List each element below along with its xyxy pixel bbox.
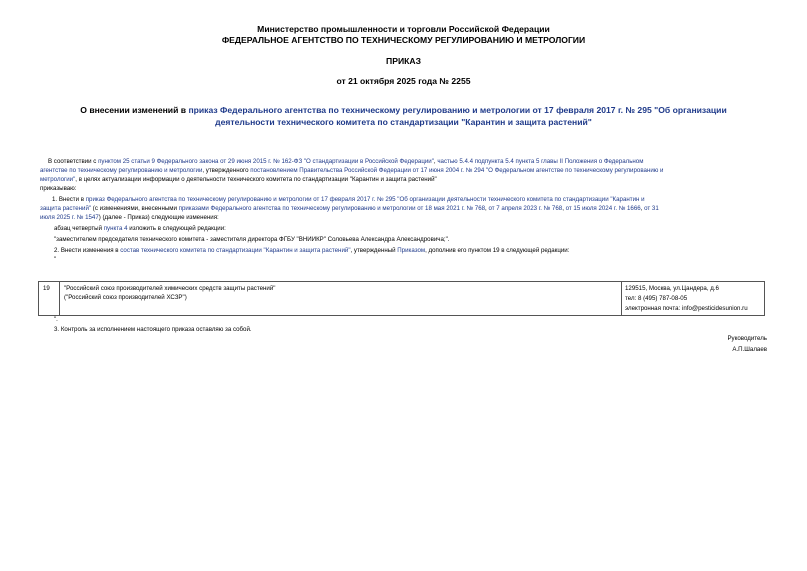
item-1-line-1 — [52, 196, 645, 205]
text: абзац четвертый — [54, 225, 104, 232]
title-order-link[interactable]: приказ Федерального агентства по техническому регулированию и метрологии от 17 февраля 2017 г. № 295 "Об организации — [188, 105, 727, 115]
title-order-link-continued[interactable]: деятельности технического комитета по стандартизации "Карантин и защита растений" — [215, 116, 592, 127]
order-295-link[interactable]: приказ Федерального агентства по техническому регулированию и метрологии от 17 февраля 2017 г. № 295 "Об организации деятельности технического комитета по стандартизации "Карантин и — [85, 196, 645, 203]
table-divider — [621, 282, 622, 315]
item-2-line — [54, 247, 569, 256]
text: , — [562, 205, 566, 212]
text: , в целях актуализации информации о деятельности технического комитета по стандартизации "Карантин и защита растений" — [75, 176, 437, 183]
government-decree-link[interactable]: постановлением Правительства Российской Федерации от 17 июня 2004 г. № 294 "О Федеральном агентстве по техническому регулированию и — [250, 167, 664, 174]
item-1-line-3 — [40, 214, 219, 223]
item-3-control: 3. Контроль за исполнением настоящего приказа оставляю за собой. — [54, 326, 252, 333]
table-divider — [59, 282, 60, 315]
order-295-link-continued[interactable]: защита растений" — [40, 205, 92, 212]
agency-regulation-link[interactable]: агентстве по техническому регулированию и метрологии — [40, 167, 203, 174]
amending-orders-link[interactable]: приказами Федерального агентства по техническому регулированию и метрологии от 18 мая 2021 г. № 768 — [178, 205, 486, 212]
preamble-line-2 — [40, 167, 664, 176]
text: ) (далее - Приказ) следующие изменения: — [98, 214, 219, 221]
organization-email: электронная почта: info@pesticidesunion.ru — [625, 305, 748, 312]
text: 2. Внести изменения в — [54, 247, 121, 254]
document-date-number: от 21 октября 2025 года № 2255 — [336, 76, 471, 86]
organization-short-name: ("Российский союз производителей ХСЗР") — [64, 294, 187, 301]
text: изложить в следующей редакции: — [127, 225, 226, 232]
point-4-link[interactable]: пункта 4 — [103, 225, 128, 232]
text: , дополнив его пунктом 19 в следующей редакции: — [425, 247, 570, 254]
text: В соответствии с — [48, 158, 99, 165]
document-title — [40, 105, 767, 128]
row-number: 19 — [43, 285, 50, 292]
text: 1. Внести в — [52, 196, 86, 203]
text: (с изменениями, внесенными — [91, 205, 179, 212]
signatory-position: Руководитель — [727, 335, 767, 342]
item-1-new-wording: "заместителем председателя технического комитета - заместителя директора ФГБУ "ВНИИКР" Соловьева Александра Александровича;". — [54, 236, 450, 243]
agency-name: ФЕДЕРАЛЬНОЕ АГЕНТСТВО ПО ТЕХНИЧЕСКОМУ РЕГУЛИРОВАНИЮ И МЕТРОЛОГИИ — [221, 35, 586, 45]
title-prefix: О внесении изменений в — [80, 105, 189, 115]
order-2025-link-continued[interactable]: июля 2025 г. № 1547 — [40, 214, 99, 221]
text: , — [485, 205, 489, 212]
quote-open: " — [54, 256, 57, 263]
ministry-name: Министерство промышленности и торговли Российской Федерации — [257, 24, 550, 34]
law-link[interactable]: пунктом 25 статьи 9 Федерального закона от 29 июня 2015 г. № 162-ФЗ "О стандартизации в Российской Федерации" — [98, 158, 434, 165]
text: , утвержденного — [202, 167, 251, 174]
order-link[interactable]: Приказом — [397, 247, 426, 254]
title-line-1 — [40, 105, 767, 117]
text: , утвержденный — [350, 247, 398, 254]
signatory-name: А.П.Шалаев — [732, 346, 767, 353]
preamble-line-3 — [40, 176, 437, 185]
committee-member-table — [38, 281, 765, 316]
regulation-part-link[interactable]: частью 5.4.4 подпункта 5.4 пункта 5 главы II Положения о Федеральном — [437, 158, 644, 165]
preamble-line-1 — [48, 158, 643, 167]
government-decree-link-continued[interactable]: метрологии" — [40, 176, 76, 183]
quote-close: ". — [54, 316, 58, 323]
order-2023-link[interactable]: от 7 апреля 2023 г. № 768 — [488, 205, 563, 212]
text: , — [433, 158, 438, 165]
item-1-paragraph — [54, 225, 226, 234]
committee-composition-link[interactable]: состав технического комитета по стандартизации "Карантин и защита растений" — [120, 247, 351, 254]
text: , — [640, 205, 645, 212]
organization-phone: тел: 8 (495) 787-08-05 — [625, 295, 688, 302]
order-verb: приказываю: — [40, 185, 77, 192]
organization-name: "Российский союз производителей химических средств защиты растений" — [64, 285, 276, 292]
document-type: ПРИКАЗ — [386, 56, 421, 66]
order-2024-link[interactable]: от 15 июля 2024 г. № 1666 — [565, 205, 641, 212]
order-2025-link[interactable]: от 31 — [644, 205, 659, 212]
organization-address: 129515, Москва, ул.Цандера, д.6 — [625, 285, 719, 292]
item-1-line-2 — [40, 205, 659, 214]
